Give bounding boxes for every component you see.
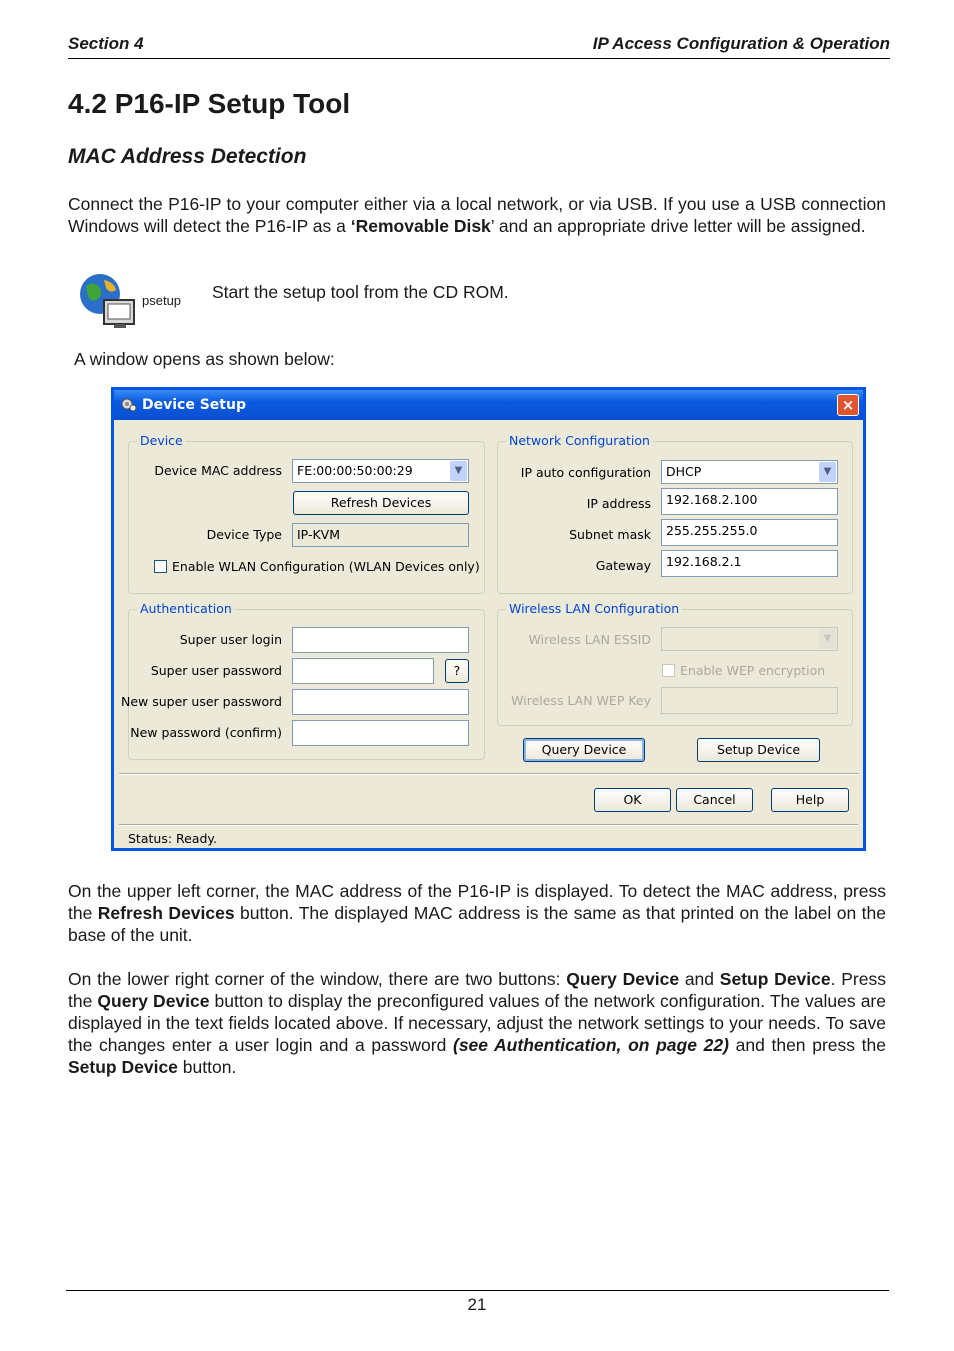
para3-bold-4: Setup Device [68, 1057, 178, 1077]
device-setup-dialog [111, 387, 866, 851]
confirm-password-label: New password (confirm) [130, 725, 282, 740]
window-opens-text: A window opens as shown below: [74, 349, 335, 369]
intro-bold: ‘Removable Disk [350, 216, 491, 236]
device-type-label: Device Type [206, 527, 282, 542]
mac-address-label: Device MAC address [154, 463, 282, 478]
ok-button[interactable]: OK [594, 788, 671, 812]
para3-text-6: button. [177, 1057, 237, 1077]
chevron-down-icon[interactable]: ▼ [450, 461, 467, 481]
authentication-legend: Authentication [137, 601, 235, 616]
chevron-down-icon[interactable]: ▼ [819, 462, 836, 482]
super-user-login-input[interactable] [292, 627, 469, 653]
mac-detection-paragraph [68, 880, 886, 946]
super-user-password-label: Super user password [150, 663, 282, 678]
help-button[interactable]: Help [771, 788, 849, 812]
gateway-input[interactable]: 192.168.2.1 [661, 550, 838, 577]
ip-auto-config-select[interactable] [661, 460, 838, 484]
wep-key-input[interactable] [661, 687, 838, 714]
device-type-field[interactable]: IP-KVM [292, 523, 469, 547]
subsection-title: MAC Address Detection [68, 145, 307, 168]
device-group-legend: Device [137, 433, 186, 448]
refresh-devices-button[interactable]: Refresh Devices [293, 491, 469, 515]
para2-bold-1: Refresh Devices [97, 903, 235, 923]
wlan-config-label: Enable WLAN Configuration (WLAN Devices only) [172, 559, 480, 574]
mac-address-value: FE:00:00:50:00:29 [297, 463, 413, 478]
wep-key-label: Wireless LAN WEP Key [511, 693, 651, 708]
para3-bold-3: Query Device [97, 991, 210, 1011]
para3-text-2: and [679, 969, 720, 989]
para3-text-1: On the lower right corner of the window, there are two buttons: [68, 969, 567, 989]
status-separator [119, 824, 858, 826]
wep-encryption-checkbox[interactable] [662, 664, 675, 677]
dialog-separator [119, 773, 858, 775]
new-password-input[interactable] [292, 689, 469, 715]
page-number: 21 [467, 1295, 487, 1314]
page-header [68, 34, 890, 59]
ip-auto-config-value: DHCP [666, 464, 702, 479]
section-title: 4.2 P16-IP Setup Tool [68, 88, 351, 119]
para2-text-2: button. The displayed MAC address is the same as that printed on the label on the base of the unit. [68, 903, 886, 945]
dialog-title: Device Setup [142, 397, 246, 413]
password-help-button[interactable]: ? [445, 659, 469, 683]
network-config-legend: Network Configuration [506, 433, 653, 448]
query-setup-paragraph [68, 968, 886, 1078]
intro-text-2: ’ and an appropriate drive letter will be assigned. [490, 216, 866, 236]
psetup-icon-label: psetup [142, 293, 182, 308]
wep-encryption-label: Enable WEP encryption [680, 663, 826, 678]
para3-text-5: and then press the [728, 1035, 886, 1055]
ip-address-input[interactable]: 192.168.2.100 [661, 488, 838, 515]
super-user-login-label: Super user login [179, 632, 282, 647]
para3-bold-2: Setup Device [719, 969, 831, 989]
wlan-essid-label: Wireless LAN ESSID [528, 632, 651, 647]
dialog-title-bar[interactable] [114, 390, 863, 420]
super-user-password-input[interactable] [292, 658, 434, 684]
ip-address-label: IP address [586, 496, 651, 511]
ip-auto-config-label: IP auto configuration [520, 465, 651, 480]
setup-icon [120, 396, 138, 414]
header-chapter-title: IP Access Configuration & Operation [592, 34, 890, 53]
wireless-lan-legend: Wireless LAN Configuration [506, 601, 682, 616]
new-password-label: New super user password [121, 694, 282, 709]
para2-text-1: On the upper left corner, the MAC address of the P16-IP is displayed. To detect the MAC address, press the [68, 881, 886, 923]
status-bar: Status: Ready. [128, 831, 218, 846]
query-device-button[interactable]: Query Device [523, 738, 645, 762]
intro-text-1: Connect the P16-IP to your computer either via a local network, or via USB. If you use a USB connection Windows will detect the P16-IP as a [68, 194, 886, 236]
close-button[interactable]: × [837, 394, 859, 416]
para3-text-3: . Press the [68, 969, 886, 1011]
gateway-label: Gateway [595, 558, 651, 573]
subnet-mask-label: Subnet mask [569, 527, 651, 542]
subnet-mask-input[interactable]: 255.255.255.0 [661, 519, 838, 546]
header-section: Section 4 [68, 34, 144, 53]
para3-text-4: button to display the preconfigured values of the network configuration. The values are displayed in the text fields located above. If necessary, adjust the network settings to your needs. To save the changes enter a user login and a password [68, 991, 886, 1055]
para3-bold-1: Query Device [566, 969, 680, 989]
footer-rule [66, 1290, 889, 1291]
mac-address-select[interactable] [292, 459, 469, 483]
chevron-down-icon[interactable]: ▼ [819, 629, 836, 649]
intro-paragraph [68, 193, 886, 237]
wlan-essid-select[interactable] [661, 627, 838, 651]
cancel-button[interactable]: Cancel [676, 788, 753, 812]
confirm-password-input[interactable] [292, 720, 469, 746]
wlan-config-checkbox[interactable] [154, 560, 167, 573]
setup-device-button[interactable]: Setup Device [697, 738, 820, 762]
start-instruction: Start the setup tool from the CD ROM. [212, 282, 509, 302]
para3-bold-italic-ref: (see Authentication, on page 22) [453, 1035, 729, 1055]
